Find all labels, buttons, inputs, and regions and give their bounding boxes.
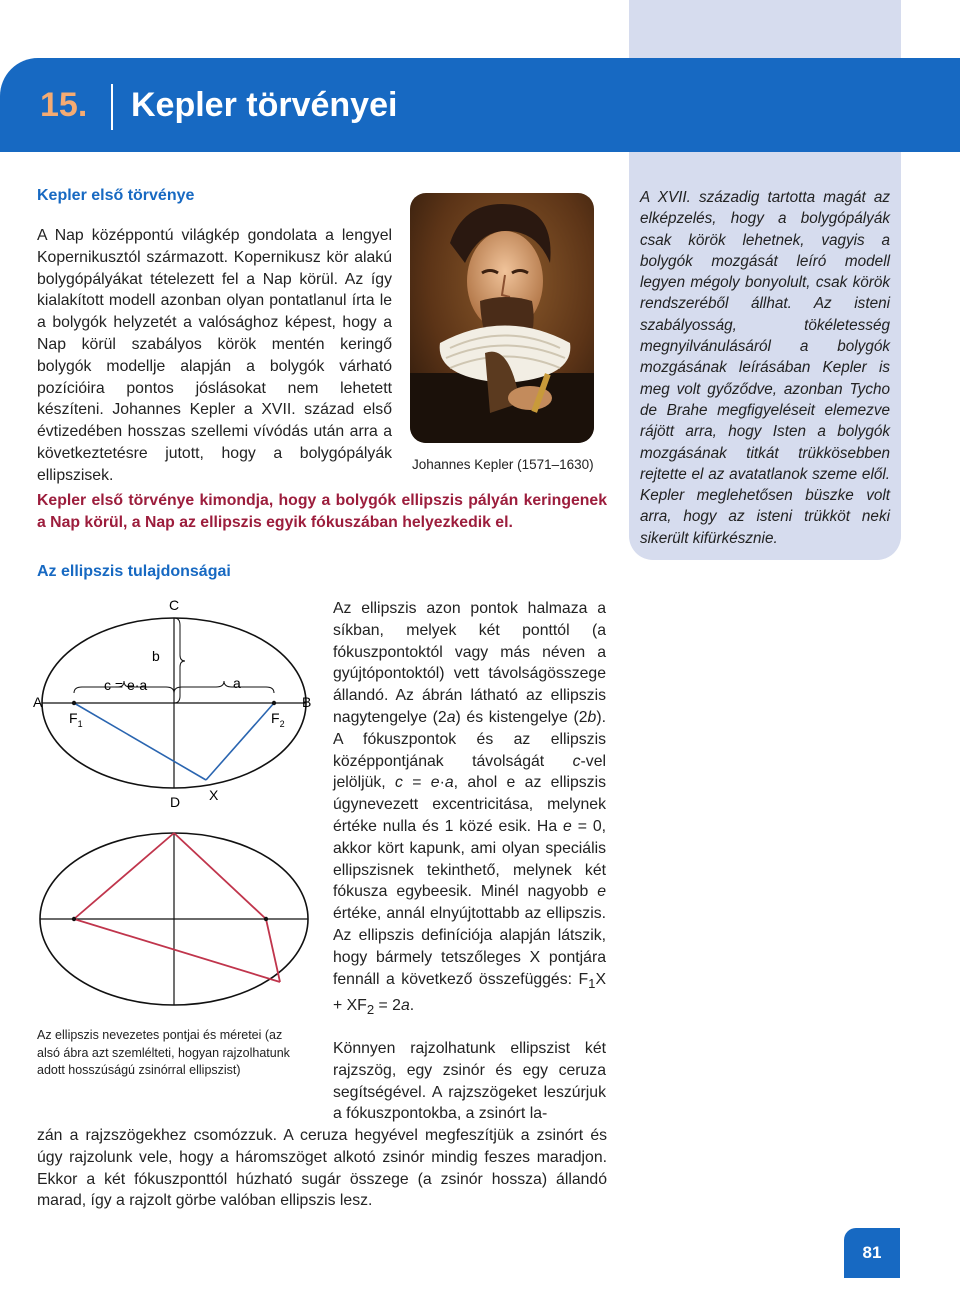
label-F1: $F_1$	[69, 710, 83, 729]
label-A: A	[33, 694, 43, 710]
label-b: b	[152, 648, 160, 664]
label-B: B	[302, 694, 312, 710]
title-divider	[111, 84, 113, 130]
ellipse-diagram	[30, 595, 325, 1025]
diagram-caption: Az ellipszis nevezetes pontjai és méretei (az alsó ábra azt szemlélteti, hogyan rajzolhatunk adott hosszúságú zsinórral ellipszist)	[37, 1028, 290, 1078]
label-X: X	[209, 787, 219, 803]
page-number: 81	[844, 1228, 900, 1278]
section-title-first-law: Kepler első törvénye	[37, 187, 195, 204]
drawing-method-rest: zán a rajzszögekhez csomózzuk. A ceruza hegyével megfeszítjük a zsinórt és úgy rajzolunk vele, hogy a háromszöget alkotó zsinór mindig feszes maradjon. Ekkor a két fókuszponttól húzható sugár összege (a zsinór hossza) állandó marad, így a rajzolt görbe valóban ellipszis lesz.	[37, 1127, 607, 1210]
section-title-ellipse: Az ellipszis tulajdonságai	[37, 563, 231, 580]
kepler-portrait-image	[410, 193, 594, 443]
sidebar-text: A XVII. századig tartotta magát az elképzelés, hogy a bolygópályák csak körök lehetnek, vagyis a bolygók mozgását leíró modell legyen mégoly bonyolult, csak körök rendszeréből állhat. Az isteni szabályosság, tökéletesség megnyilvánulásáról a bolygók mozgásának leírásában Kepler is meg volt győződve, azonban Tycho de Brahe megfigyeléseit elemezve rájött arra, hogy Isten a bolygók mozgásának titkát trükkösebben rejtette el az avatatlanok szeme elől. Kepler meglehetősen büszke volt arra, hogy az isteni trükköt neki sikerült kifürkésznie.	[640, 189, 890, 547]
label-C: C	[169, 597, 180, 613]
chapter-title: Kepler törvényei	[131, 86, 398, 124]
ellipse-top-figure	[33, 597, 311, 810]
label-c-formula: c = e·a	[104, 677, 148, 693]
chapter-number: 15.	[40, 86, 88, 124]
ellipse-bottom-figure	[40, 833, 308, 1005]
first-law-intro: A Nap középpontú világkép gondolata a lengyel Kopernikusztól származott. Kopernikusz kör alakú bolygópályákat tételezett fel a Nap körül. Az így kialakított modell azonban olyan pontatlanul írta le a bolygók helyzetét a valósághoz képest, hogy a Nap körül szabályos körök mentén keringő bolygók modellje alapján a bolygók várható pozícióira pontos jóslásokat nem lehetett készíteni. Johannes Kepler a XVII. század első évtizedében hosszas szellemi vívódás után arra a következtetésre jutott, hogy a bolygópályák ellipszisek.	[37, 227, 392, 484]
label-F2: $F_2$	[271, 710, 285, 729]
ellipse-definition: Az ellipszis azon pontok halmaza a síkban, melyek két ponttól (a fókuszpontoktól vagy más néven a gyújtópontoktól) vett távolságösszege állandó. Az ábrán látható az ellipszis nagytengelye (2a) és kistengelye (2b). A fókuszpontok és az ellipszis középpontjának távolságát c-vel jelöljük, c = e·a, ahol e az ellipszis úgynevezett excentricitása, melynek értéke nulla és 1 közé esik. Ha e = 0, akkor kört kapunk, ami olyan speciális ellipszisnek tekinthető, melynek két fókusza egybeesik. Minél nagyobb e értéke, annál elnyújtottabb az ellipszis. Az ellipszis definíciója alapján látszik, hogy bármely tetszőleges X pontjára fennáll a következő összefüggés: $F_1X + XF_2 = 2a$.	[333, 600, 606, 1017]
portrait-caption: Johannes Kepler (1571–1630)	[412, 457, 594, 472]
top-tab-decoration	[629, 0, 901, 66]
first-law-statement: Kepler első törvénye kimondja, hogy a bolygók ellipszis pályán keringenek a Nap körül, a Nap az ellipszis egyik fókuszában helyezkedik el.	[37, 492, 607, 531]
drawing-method-intro: Könnyen rajzolhatunk ellipszist két rajzszög, egy zsinór és egy ceruza segítségével. A rajzszögeket leszúrjuk a fókuszpontokba, a zsinórt la-	[333, 1040, 606, 1123]
label-a: a	[233, 675, 241, 691]
label-D: D	[170, 794, 181, 810]
